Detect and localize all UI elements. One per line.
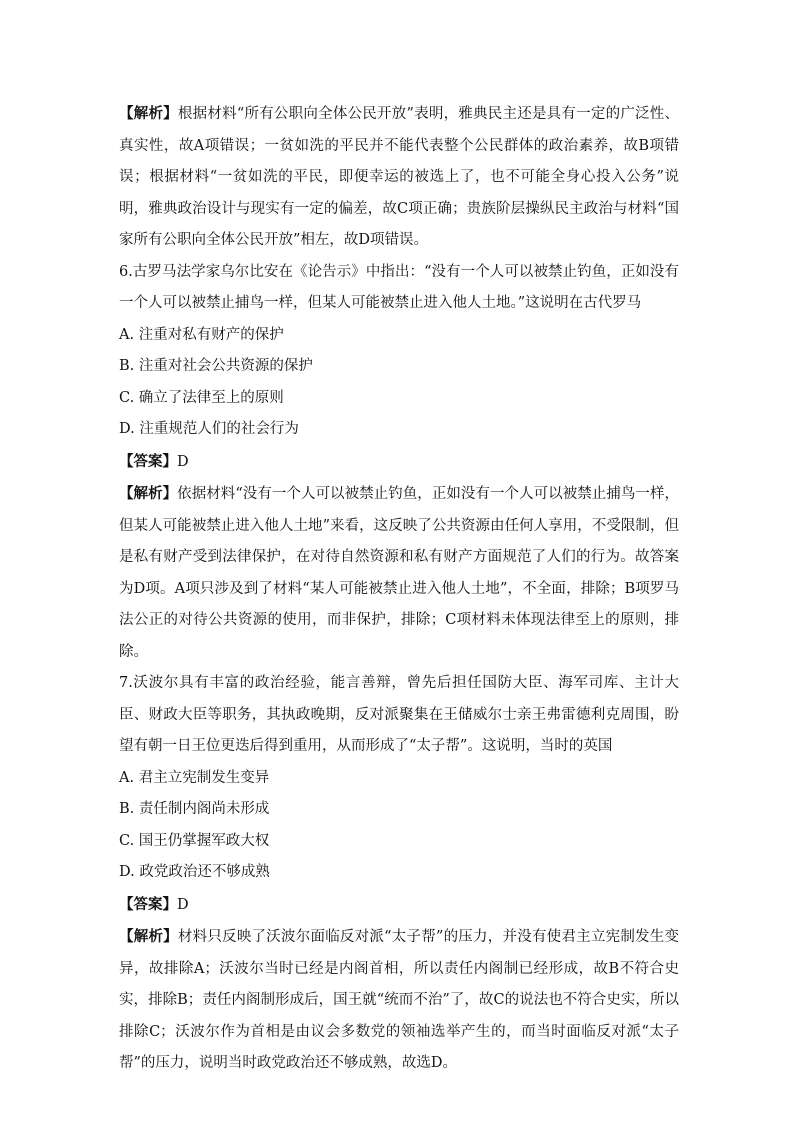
analysis-text: 根据材料“所有公职向全体公民开放”表明，雅典民主还是具有一定的广泛性、真实性，故A项错误；一贫如洗的平民并不能代表整个公民群体的政治素养，故B项错误；根据材料“一贫如洗的平民，即便幸运的被选上了，也不可能全身心投入公务”说明，雅典政治设计与现实有一定的偏差，故C项正确；贵族阶层操纵民主政治与材料“国家所有公职向全体公民开放”相左，故D项错误。 [119, 106, 680, 248]
document-page [119, 98, 679, 1080]
question-6-answer [119, 446, 679, 479]
question-7-stem: 7.沃波尔具有丰富的政治经验，能言善辩，曾先后担任国防大臣、海军司库、主计大臣、财政大臣等职务，其执政晚期，反对派聚集在王储威尔士亲王弗雷德利克周围，盼望有朝一日王位更迭后得到重用，从而形成了“太子帮”。这说明，当时的英国 [119, 675, 679, 754]
question-7-answer [119, 889, 679, 922]
analysis-tag: 【解析】 [119, 485, 178, 502]
question-6-option-d: D. 注重规范人们的社会行为 [119, 421, 299, 437]
question-6-option-b: B. 注重对社会公共资源的保护 [119, 358, 313, 374]
answer-tag: 【答案】 [119, 895, 177, 913]
analysis-text: 材料只反映了沃波尔面临反对派“太子帮”的压力，并没有使君主立宪制发生变异，故排除A；沃波尔当时已经是内阁首相，所以责任内阁制已经形成，故B不符合史实，排除B；责任内阁制形成后，国王就“统而不治”了，故C的说法也不符合史实，所以排除C；沃波尔作为首相是由议会多数党的领袖选举产生的，而当时面临反对派“太子帮”的压力，说明当时政党政治还不够成熟，故选D。 [119, 929, 680, 1071]
question-6-option-a: A. 注重对私有财产的保护 [119, 326, 284, 343]
answer-value: D [177, 453, 189, 470]
analysis-tag: 【解析】 [119, 105, 178, 122]
analysis-tag: 【解析】 [119, 928, 178, 945]
question-6-stem: 6.古罗马法学家乌尔比安在《论告示》中指出：“没有一个人可以被禁止钓鱼，正如没有一个人可以被禁止捕鸟一样，但某人可能被禁止进入他人土地。”这说明在古代罗马 [119, 263, 679, 311]
question-7-option-a: A. 君主立宪制发生变异 [119, 769, 270, 786]
analysis-paragraph-7 [119, 921, 679, 1080]
analysis-paragraph-5 [119, 98, 679, 257]
answer-tag: 【答案】 [119, 452, 177, 470]
question-7-option-b: B. 责任制内阁尚未形成 [119, 801, 270, 817]
question-7-option-d: D. 政党政治还不够成熟 [119, 864, 270, 880]
analysis-paragraph-6 [119, 478, 679, 668]
question-7-option-c: C. 国王仍掌握军政大权 [119, 832, 270, 849]
analysis-text: 依据材料“没有一个人可以被禁止钓鱼，正如没有一个人可以被禁止捕鸟一样，但某人可能被禁止进入他人土地”来看，这反映了公共资源由任何人享用，不受限制，但是私有财产受到法律保护，在对待自然资源和私有财产方面规范了人们的行为。故答案为D项。A项只涉及到了材料“某人可能被禁止进入他人土地”，不全面，排除；B项罗马法公正的对待公共资源的使用，而非保护，排除；C项材料未体现法律至上的原则，排除。 [119, 486, 679, 660]
answer-value: D [177, 896, 189, 913]
question-6-option-c: C. 确立了法律至上的原则 [119, 389, 284, 406]
